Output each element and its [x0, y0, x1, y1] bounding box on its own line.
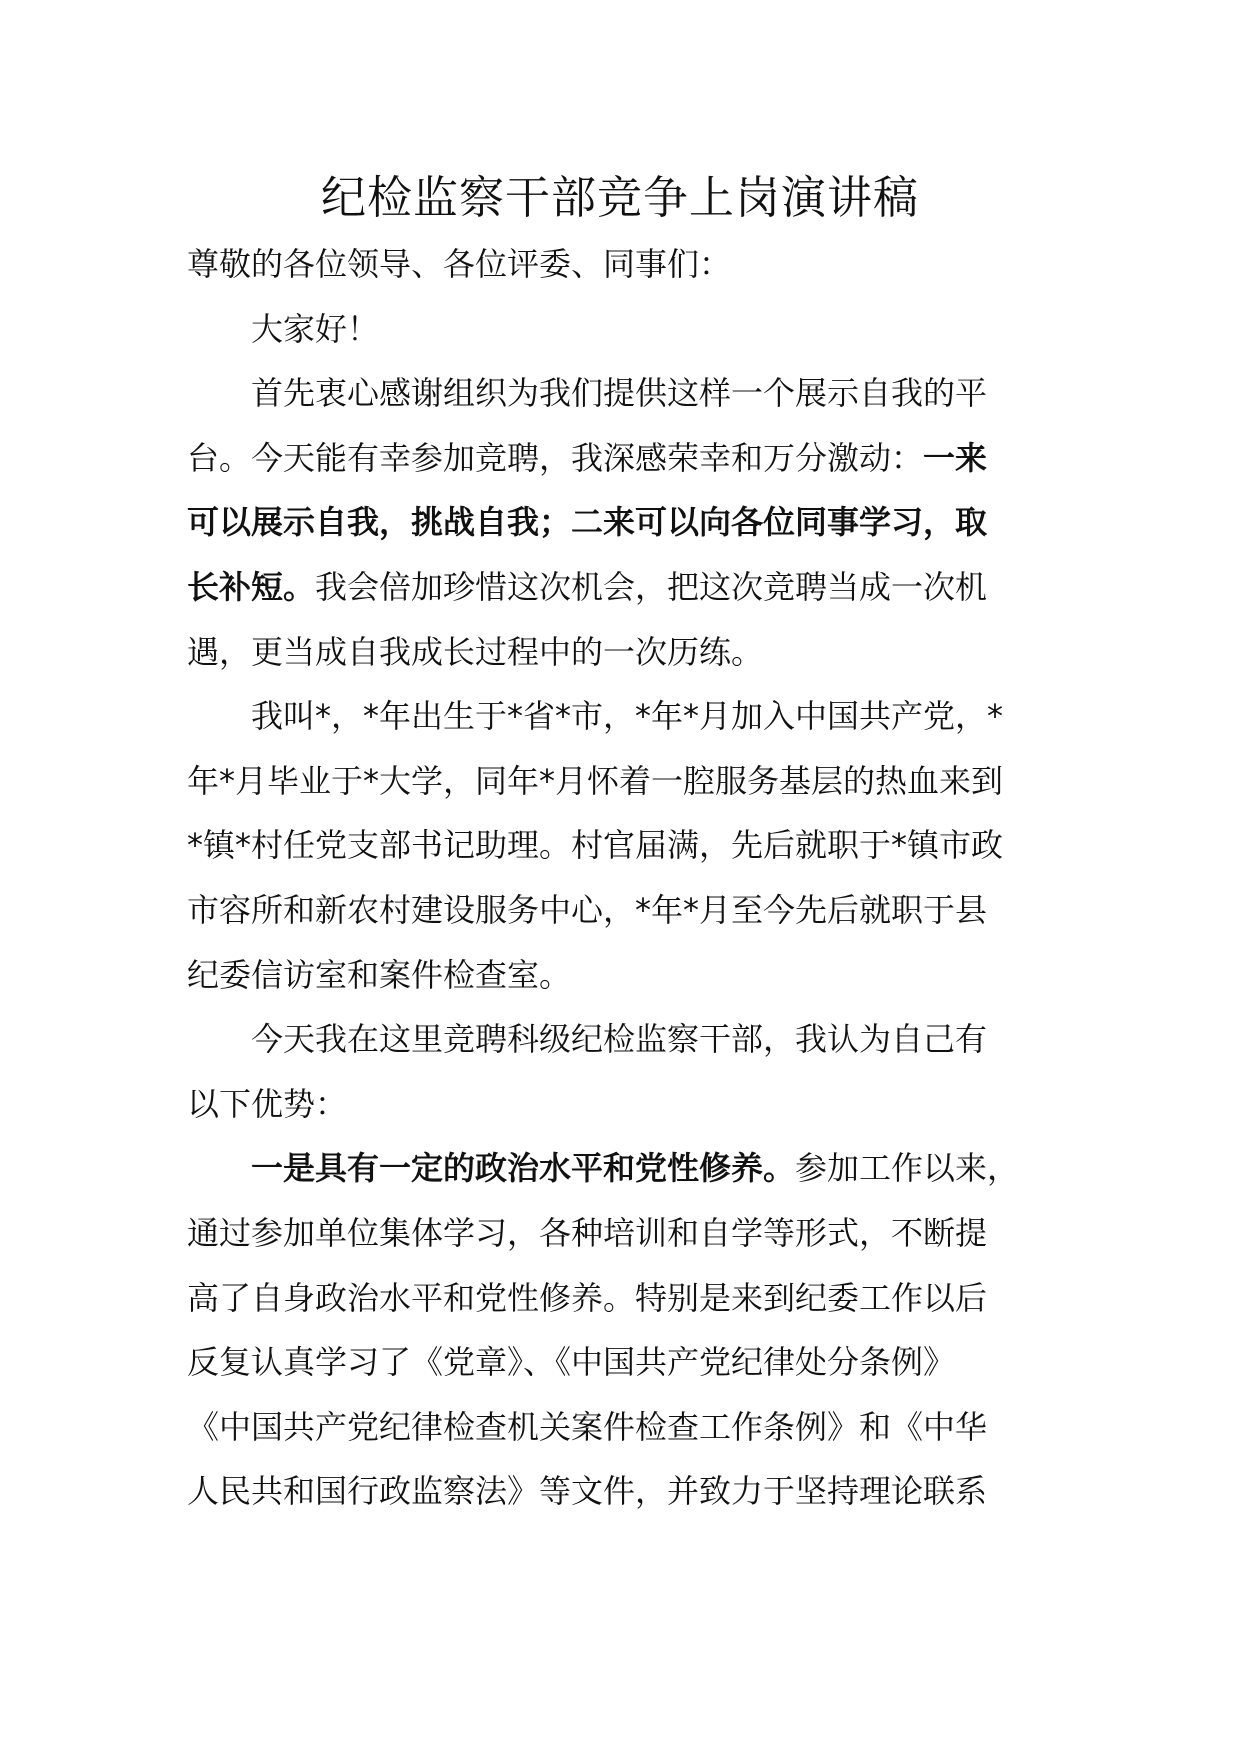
bold-text-segment: 长补短。 — [187, 567, 316, 606]
text-segment: 以下优势： — [187, 1084, 348, 1123]
text-segment: 台。今天能有幸参加竞聘，我深感荣幸和万分激动： — [187, 438, 924, 477]
text-line — [187, 1007, 1067, 1072]
text-line — [187, 620, 1067, 685]
text-segment: 大家好！ — [251, 309, 380, 348]
text-segment: 遇，更当成自我成长过程中的一次历练。 — [187, 632, 764, 671]
text-line — [187, 1395, 1067, 1460]
text-segment: 《中国共产党纪律检查机关案件检查工作条例》和《中华 — [187, 1407, 988, 1446]
text-line — [187, 232, 1067, 297]
text-segment: 尊敬的各位领导、各位评委、同事们： — [187, 245, 732, 283]
bold-text-segment: 一来 — [923, 438, 988, 477]
text-line — [187, 1136, 1067, 1201]
text-line — [187, 297, 1067, 362]
bold-text-segment: 可以展示自我，挑战自我；二来可以向各位同事学习，取 — [187, 503, 988, 542]
document-body — [187, 232, 1067, 1524]
text-line — [187, 426, 1067, 491]
text-segment: 纪委信访室和案件检查室。 — [187, 955, 572, 994]
text-line — [187, 684, 1067, 749]
text-line — [187, 878, 1067, 943]
text-line — [187, 813, 1067, 878]
text-segment: 人民共和国行政监察法》等文件，并致力于坚持理论联系 — [187, 1472, 988, 1511]
document-title: 纪检监察干部竞争上岗演讲稿 — [320, 171, 919, 224]
text-segment: 通过参加单位集体学习，各种培训和自学等形式，不断提 — [187, 1213, 988, 1252]
text-segment: 首先衷心感谢组织为我们提供这样一个展示自我的平 — [251, 374, 988, 413]
text-line — [187, 555, 1067, 620]
text-segment: 反复认真学习了《党章》、《中国共产党纪律处分条例》 — [187, 1343, 956, 1382]
text-line — [187, 1201, 1067, 1266]
text-line — [187, 1072, 1067, 1137]
text-line — [187, 1266, 1067, 1331]
text-segment: 年*月毕业于*大学，同年*月怀着一腔服务基层的热血来到 — [187, 761, 1004, 800]
text-segment: 参加工作以来， — [795, 1149, 1020, 1188]
text-segment: 高了自身政治水平和党性修养。特别是来到纪委工作以后 — [187, 1278, 988, 1317]
text-segment: *镇*村任党支部书记助理。村官届满，先后就职于*镇市政 — [187, 826, 1004, 865]
text-segment: 今天我在这里竞聘科级纪检监察干部，我认为自己有 — [251, 1020, 988, 1059]
text-line — [187, 943, 1067, 1008]
text-segment: 市容所和新农村建设服务中心，*年*月至今先后就职于县 — [187, 890, 988, 929]
text-line — [187, 749, 1067, 814]
bold-text-segment: 一是具有一定的政治水平和党性修养。 — [251, 1149, 796, 1188]
text-line — [187, 1459, 1067, 1524]
text-segment: 我叫*，*年出生于*省*市，*年*月加入中国共产党，* — [251, 697, 1004, 736]
text-line — [187, 1330, 1067, 1395]
text-segment: 我会倍加珍惜这次机会，把这次竞聘当成一次机 — [315, 567, 988, 606]
text-line — [187, 490, 1067, 555]
text-line — [187, 361, 1067, 426]
